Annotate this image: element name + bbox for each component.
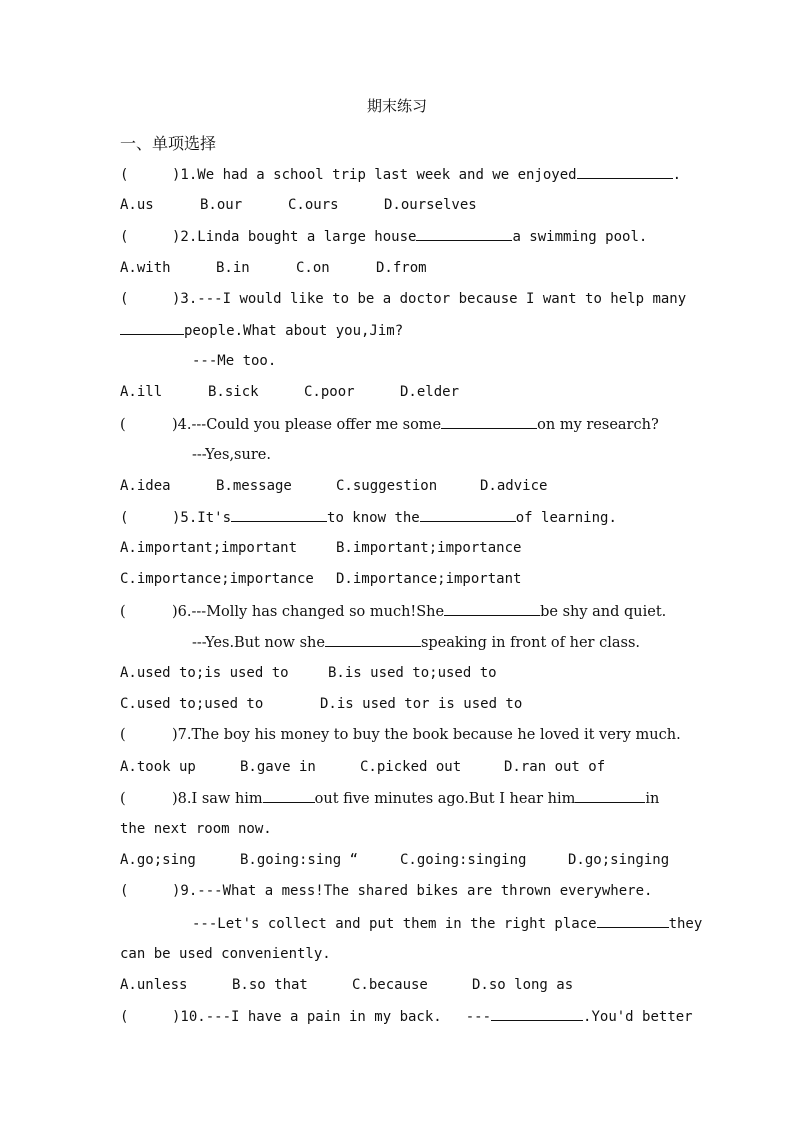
paren-open: ( bbox=[120, 229, 129, 246]
options-3 bbox=[120, 382, 680, 413]
option-c[interactable]: C.because bbox=[352, 976, 428, 993]
option-d[interactable]: D.from bbox=[376, 259, 427, 276]
question-text: in bbox=[645, 790, 660, 807]
question-1 bbox=[120, 164, 680, 195]
question-text: of learning. bbox=[515, 510, 617, 527]
answer-blank[interactable] bbox=[420, 507, 516, 522]
question-number: )2. bbox=[172, 229, 198, 246]
question-text: It's bbox=[197, 510, 232, 527]
question-text: Linda bought a large house bbox=[197, 229, 417, 246]
paren-open: ( bbox=[120, 290, 129, 307]
question-number: )10. bbox=[172, 1009, 206, 1026]
question-text: a swimming pool. bbox=[512, 229, 648, 246]
question-number: )8. bbox=[172, 790, 192, 807]
option-b[interactable]: B.important;importance bbox=[336, 540, 522, 557]
question-text: ---Me too. bbox=[192, 353, 277, 370]
answer-blank[interactable] bbox=[231, 507, 327, 522]
option-a[interactable]: A.took up bbox=[120, 758, 196, 775]
answer-blank[interactable] bbox=[597, 913, 669, 928]
option-d[interactable]: D.advice bbox=[480, 477, 548, 494]
option-a[interactable]: A.idea bbox=[120, 477, 171, 494]
question-number: )6. bbox=[172, 603, 192, 620]
question-list bbox=[120, 164, 703, 1037]
option-d[interactable]: D.ran out of bbox=[504, 758, 606, 775]
option-a[interactable]: A.ill bbox=[120, 384, 163, 401]
question-10 bbox=[120, 1006, 693, 1037]
options-5a bbox=[120, 538, 680, 569]
paren-open: ( bbox=[120, 1009, 129, 1026]
answer-blank[interactable] bbox=[575, 788, 645, 803]
option-c[interactable]: C.used to;used to bbox=[120, 696, 264, 713]
options-1 bbox=[120, 195, 680, 226]
section-heading: 一、单项选择 bbox=[120, 134, 217, 153]
answer-blank[interactable] bbox=[263, 788, 315, 803]
question-2 bbox=[120, 226, 680, 257]
question-text: out five minutes ago.But I hear him bbox=[314, 790, 576, 807]
question-text: ---Yes,sure. bbox=[192, 446, 271, 463]
answer-paren[interactable] bbox=[120, 165, 172, 185]
options-6b bbox=[120, 694, 680, 725]
answer-paren[interactable] bbox=[120, 227, 172, 247]
question-9-reply bbox=[120, 913, 703, 944]
question-9-cont bbox=[120, 944, 680, 975]
option-c[interactable]: C.importance;importance bbox=[120, 571, 314, 588]
question-text: ---Molly has changed so much!She bbox=[191, 603, 445, 620]
question-text: the next room now. bbox=[120, 820, 272, 837]
option-c[interactable]: C.poor bbox=[304, 384, 355, 401]
question-text: . bbox=[672, 167, 682, 183]
answer-blank[interactable] bbox=[441, 414, 537, 429]
answer-paren[interactable] bbox=[120, 602, 172, 622]
answer-blank[interactable] bbox=[577, 164, 673, 179]
question-8-cont bbox=[120, 819, 680, 850]
option-a[interactable]: A.unless bbox=[120, 976, 188, 993]
option-b[interactable]: B.gave in bbox=[240, 758, 316, 775]
question-6 bbox=[120, 601, 680, 632]
question-text: ---Yes.But now she bbox=[192, 634, 325, 651]
question-text: people.What about you,Jim? bbox=[184, 322, 404, 339]
paren-open: ( bbox=[120, 510, 129, 527]
options-9 bbox=[120, 975, 680, 1006]
answer-paren[interactable] bbox=[120, 725, 172, 745]
question-text: on my research? bbox=[537, 416, 659, 433]
option-d[interactable]: D.is used tor is used to bbox=[320, 696, 523, 713]
answer-paren[interactable] bbox=[120, 789, 172, 809]
options-2 bbox=[120, 258, 680, 289]
question-5 bbox=[120, 507, 680, 538]
question-number: )1. bbox=[172, 167, 198, 183]
question-text: can be used conveniently. bbox=[120, 945, 331, 962]
option-b[interactable]: B.going:sing “ bbox=[240, 852, 359, 869]
option-a[interactable]: A.go;sing bbox=[120, 852, 196, 869]
option-c[interactable]: C.picked out bbox=[360, 758, 462, 775]
paren-open: ( bbox=[120, 167, 129, 183]
answer-blank[interactable] bbox=[444, 601, 540, 616]
question-7 bbox=[120, 725, 680, 756]
answer-paren[interactable] bbox=[120, 508, 172, 528]
question-text: ---I would like to be a doctor because I want to help many bbox=[197, 290, 687, 307]
option-b[interactable]: B.message bbox=[216, 477, 292, 494]
option-a[interactable]: A.used to;is used to bbox=[120, 665, 289, 681]
answer-blank[interactable] bbox=[416, 226, 512, 241]
question-number: )9. bbox=[172, 883, 198, 900]
options-5b bbox=[120, 569, 680, 600]
question-3-reply bbox=[120, 351, 680, 382]
option-d[interactable]: D.so long as bbox=[472, 976, 574, 993]
paren-open: ( bbox=[120, 727, 126, 744]
question-text: I saw him bbox=[191, 790, 263, 807]
options-7 bbox=[120, 757, 680, 788]
answer-blank[interactable] bbox=[491, 1006, 583, 1021]
question-text: The boy his money to buy the book because he loved it very much. bbox=[191, 727, 681, 744]
question-text: We had a school trip last week and we enjoyed bbox=[197, 167, 577, 183]
question-9 bbox=[120, 881, 680, 912]
question-text: ---Let's collect and put them in the right place bbox=[192, 915, 597, 932]
question-3 bbox=[120, 289, 687, 320]
question-text: to know the bbox=[327, 510, 420, 527]
question-text: .You'd better bbox=[583, 1009, 693, 1026]
question-4 bbox=[120, 414, 680, 445]
question-number: )4. bbox=[172, 416, 192, 433]
question-text: ---What a mess!The shared bikes are thrown everywhere. bbox=[197, 883, 653, 900]
answer-paren[interactable] bbox=[120, 289, 172, 309]
option-b[interactable]: B.in bbox=[216, 259, 250, 276]
question-text: they bbox=[668, 915, 703, 932]
options-6a bbox=[120, 663, 680, 694]
question-text: speaking in front of her class. bbox=[420, 634, 640, 651]
option-c[interactable]: C.suggestion bbox=[336, 477, 438, 494]
question-number: )7. bbox=[172, 727, 192, 744]
paren-open: ( bbox=[120, 603, 126, 620]
question-4-reply bbox=[120, 445, 680, 476]
answer-paren[interactable] bbox=[120, 415, 172, 435]
option-a[interactable]: A.with bbox=[120, 259, 171, 276]
question-text: ---Could you please offer me some bbox=[191, 416, 442, 433]
answer-paren[interactable] bbox=[120, 1007, 172, 1027]
question-text: ---I have a pain in my back. bbox=[205, 1009, 442, 1026]
question-number: )5. bbox=[172, 510, 198, 527]
answer-blank[interactable] bbox=[120, 320, 184, 335]
answer-paren[interactable] bbox=[120, 881, 172, 901]
options-4 bbox=[120, 476, 680, 507]
paren-open: ( bbox=[120, 790, 126, 807]
paren-open: ( bbox=[120, 883, 129, 900]
option-c[interactable]: C.on bbox=[296, 259, 330, 276]
option-a[interactable]: A.us bbox=[120, 197, 154, 214]
option-b[interactable]: B.our bbox=[200, 197, 243, 214]
option-b[interactable]: B.is used to;used to bbox=[328, 665, 497, 681]
option-c[interactable]: C.ours bbox=[288, 197, 339, 214]
answer-blank[interactable] bbox=[325, 632, 421, 647]
paren-open: ( bbox=[120, 416, 126, 433]
option-d[interactable]: D.importance;important bbox=[336, 571, 522, 588]
question-text: --- bbox=[465, 1009, 492, 1026]
option-d[interactable]: D.elder bbox=[400, 384, 460, 401]
option-b[interactable]: B.sick bbox=[208, 384, 259, 401]
question-3-cont bbox=[120, 320, 680, 351]
options-8 bbox=[120, 850, 680, 881]
question-text: be shy and quiet. bbox=[540, 603, 667, 620]
option-b[interactable]: B.so that bbox=[232, 976, 308, 993]
option-d[interactable]: D.ourselves bbox=[384, 197, 477, 214]
option-a[interactable]: A.important;important bbox=[120, 540, 298, 557]
option-d[interactable]: D.go;singing bbox=[568, 852, 670, 869]
page-title: 期末练习 bbox=[366, 97, 427, 115]
question-6-reply bbox=[120, 632, 680, 663]
question-8 bbox=[120, 788, 680, 819]
question-number: )3. bbox=[172, 290, 198, 307]
option-c[interactable]: C.going:singing bbox=[400, 852, 527, 869]
